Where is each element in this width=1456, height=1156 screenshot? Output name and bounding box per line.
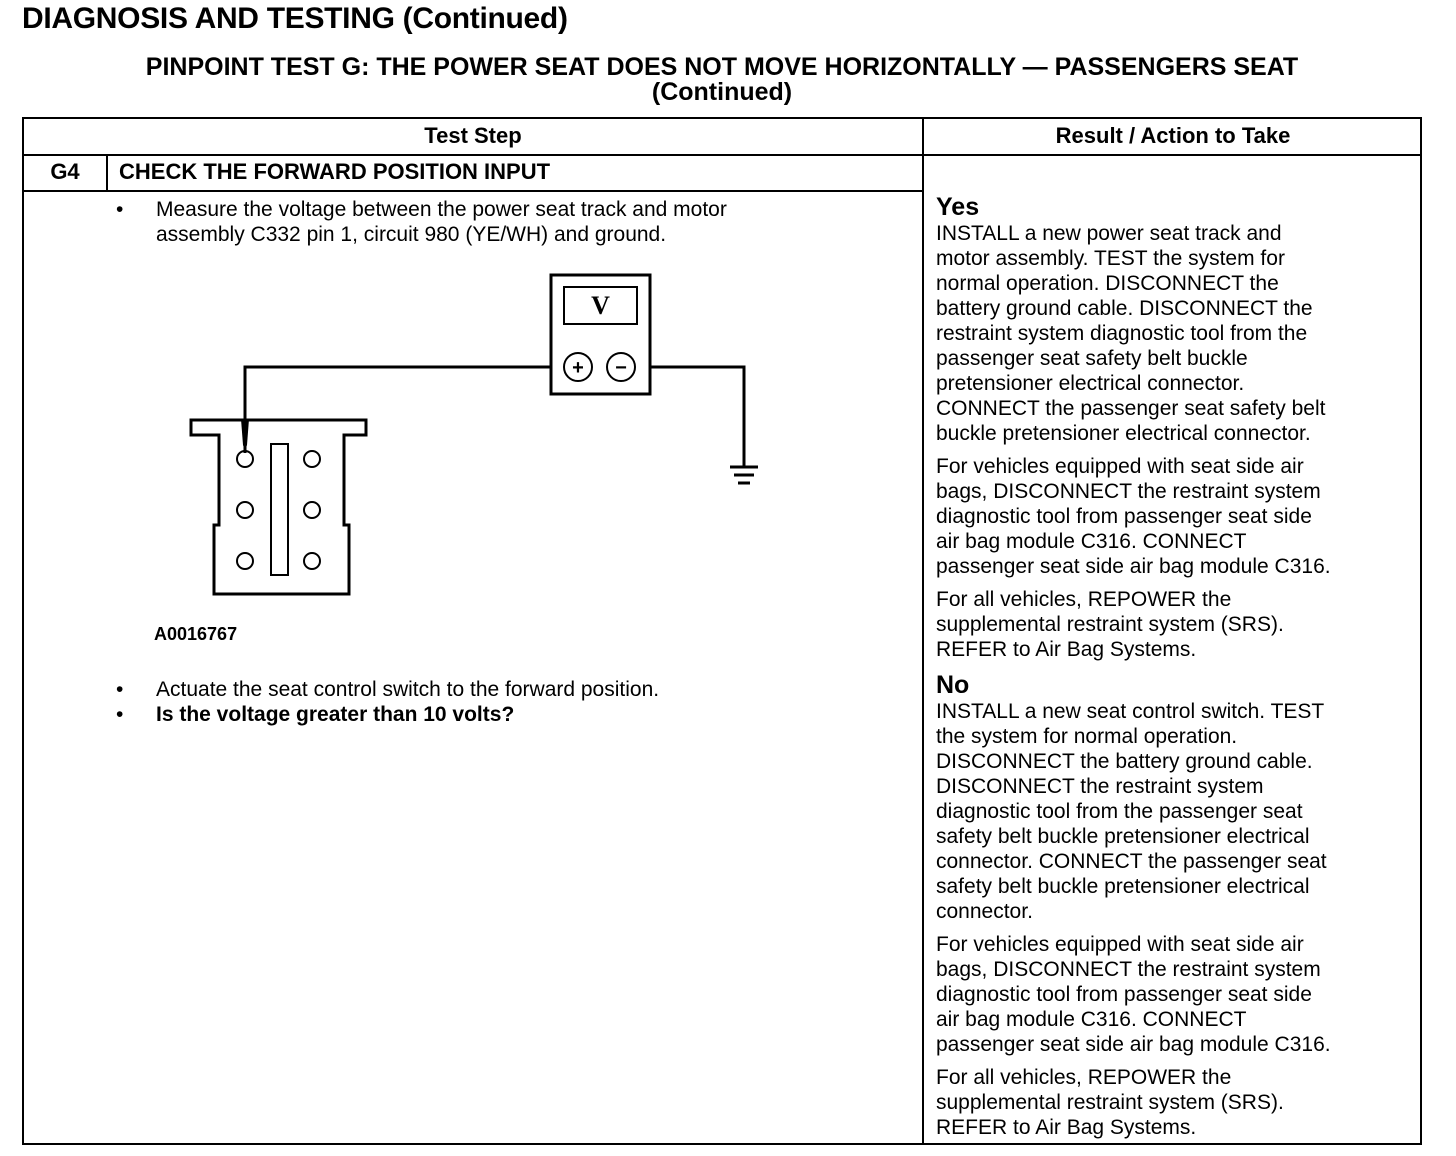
voltmeter-symbol: V (591, 291, 610, 320)
ground-icon (730, 467, 758, 483)
header-test-step: Test Step (424, 123, 522, 148)
connector-pin-1 (237, 451, 253, 467)
connector-pin (304, 553, 320, 569)
result-no (936, 672, 1424, 1140)
question-text: Is the voltage greater than 10 volts? (156, 703, 515, 726)
connector-pin (304, 502, 320, 518)
pinpoint-test-title: PINPOINT TEST G: THE POWER SEAT DOES NOT MOVE HORIZONTALLY — PASSENGERS SEAT (145, 53, 1299, 81)
connector-body-outline (191, 420, 366, 594)
column-divider (922, 119, 924, 1145)
positive-test-lead (245, 367, 551, 453)
result-no-action: INSTALL a new seat control switch. TEST the system for normal operation. DISCONNECT the battery ground cable. DISCONNECT the restraint system diagnostic tool from the passenger seat safety belt buckle pretensioner electrical connector. CONNECT the passenger seat safety belt buckle pretensioner electrical connector. (936, 700, 1327, 923)
step-title: CHECK THE FORWARD POSITION INPUT (119, 159, 551, 184)
bullet-icon: • (116, 678, 124, 701)
connector-pin (237, 502, 253, 518)
svg-text:+: + (572, 357, 584, 379)
result-yes-action: INSTALL a new power seat track and motor assembly. TEST the system for normal operation. DISCONNECT the battery ground cable. DISCONNECT the restraint system diagnostic tool from the passenger seat safety belt buckle pretensioner electrical connector. CONNECT the passenger seat safety belt buckle pretensioner electrical connector. (936, 222, 1326, 445)
negative-test-lead (650, 367, 744, 467)
result-yes-side-airbag-note: For vehicles equipped with seat side air bags, DISCONNECT the restraint system diagnostic tool from passenger seat side air bag module C316. CONNECT passenger seat side air bag module C316. (936, 455, 1331, 578)
voltmeter-connector-diagram (164, 267, 764, 612)
pinpoint-test-continued: (Continued) (651, 78, 793, 106)
header-result-action: Result / Action to Take (1055, 123, 1291, 148)
probe-tip (241, 419, 249, 451)
pinpoint-test-table (22, 117, 1422, 1145)
result-no-side-airbag-note: For vehicles equipped with seat side air bags, DISCONNECT the restraint system diagnostic tool from passenger seat side air bag module C316. CONNECT passenger seat side air bag module C316. (936, 933, 1331, 1056)
step-id: G4 (50, 159, 80, 184)
header-divider (24, 154, 1422, 156)
instruction-text: assembly C332 pin 1, circuit 980 (YE/WH) and ground. (156, 223, 667, 246)
connector-pin (304, 451, 320, 467)
connector-pin (237, 553, 253, 569)
result-no-label: No (936, 671, 970, 699)
bullet-icon: • (116, 703, 124, 726)
step-title-divider (24, 190, 922, 192)
result-yes (936, 194, 1424, 662)
result-yes-label: Yes (936, 193, 980, 221)
connector-center-slot (271, 444, 288, 575)
instruction-text: Actuate the seat control switch to the forward position. (156, 678, 660, 701)
instruction-text: Measure the voltage between the power seat track and motor (156, 198, 727, 221)
result-no-srs-note: For all vehicles, REPOWER the supplemental restraint system (SRS). REFER to Air Bag Systems. (936, 1066, 1284, 1139)
result-yes-srs-note: For all vehicles, REPOWER the supplemental restraint system (SRS). REFER to Air Bag Systems. (936, 588, 1284, 661)
step-id-divider (106, 154, 108, 191)
page-title: DIAGNOSIS AND TESTING (Continued) (22, 2, 568, 35)
bullet-icon: • (116, 198, 124, 221)
figure-id: A0016767 (154, 624, 238, 644)
svg-text:−: − (615, 357, 627, 379)
